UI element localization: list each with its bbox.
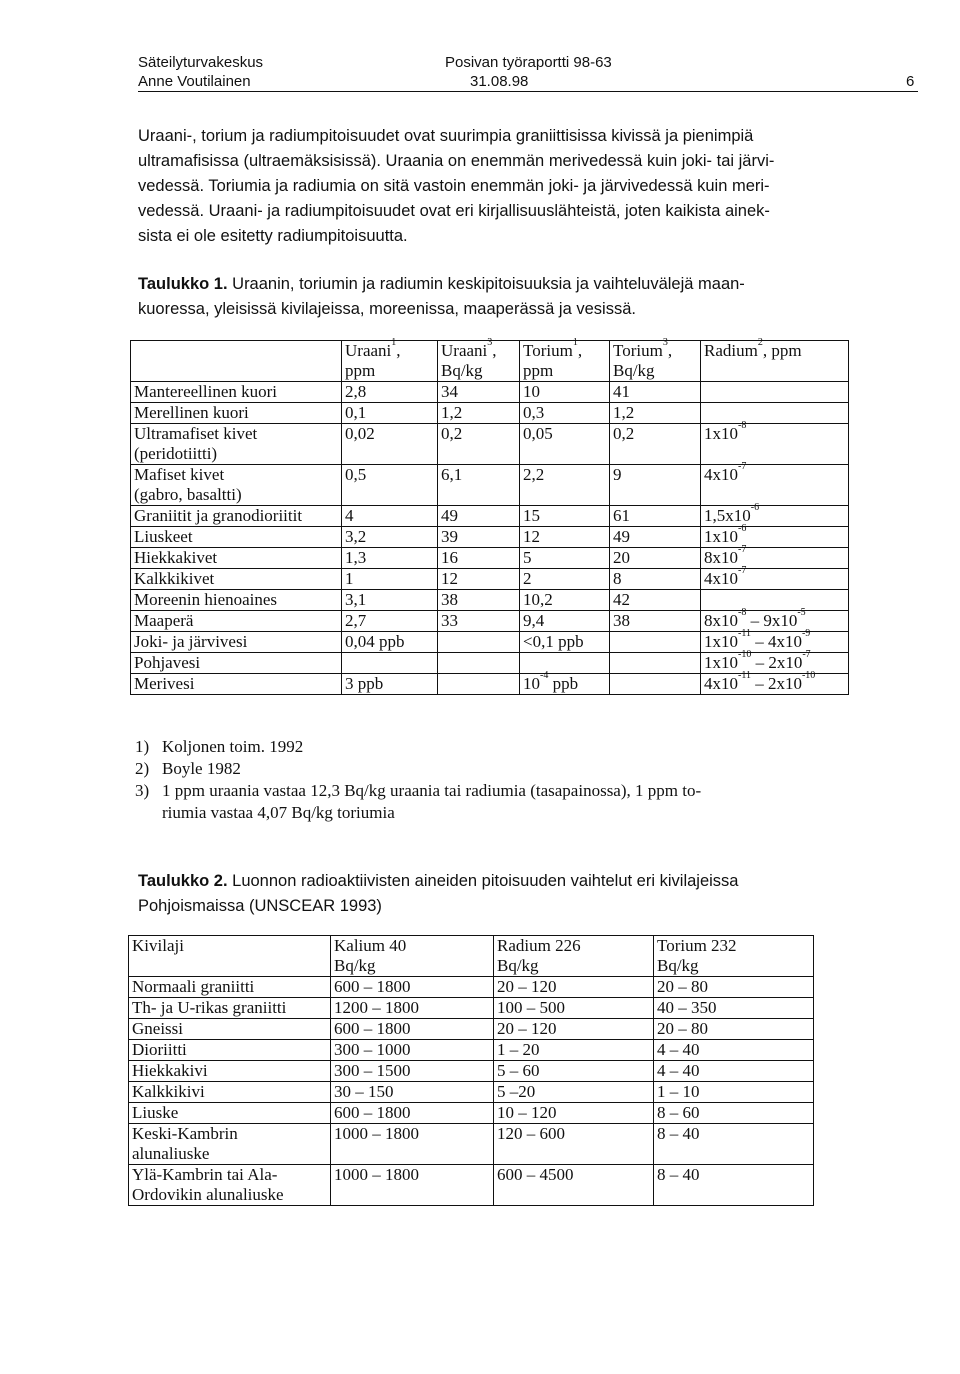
table1-cell-torium-bq: 41 [610,382,701,403]
table1-cell-uraani-bq: 16 [438,548,520,569]
footnote-1: 1) Koljonen toim. 1992 [135,737,304,756]
table1-cell-torium-bq [610,674,701,695]
table1-cell-torium-bq: 0,2 [610,424,701,465]
table1-cell-radium: $1,5x10^{-6}$ [701,506,849,527]
table1-cell-uraani-bq: 49 [438,506,520,527]
table1-cell-uraani-ppm: 2,7 [342,611,438,632]
table1-caption-text2: kuoressa, yleisissä kivilajeissa, moreenissa, maaperässä ja vesissä. [138,300,636,318]
table2-cell-torium: 4 – 40 [654,1061,814,1082]
table2-row [129,1165,814,1206]
table1-cell-torium-ppm: 5 [520,548,610,569]
table2-cell-kalium: 600 – 1800 [331,1103,494,1124]
table1-cell-torium-bq [610,653,701,674]
table1-cell-torium-ppm: $10^{-4}$ ppb [520,674,610,695]
table2-cell-torium: 20 – 80 [654,977,814,998]
table1-cell-torium-ppm: 2,2 [520,465,610,506]
table1-cell-uraani-bq: 39 [438,527,520,548]
table2-cell-torium: 8 – 40 [654,1165,814,1206]
table2-cell-radium: 5 –20 [494,1082,654,1103]
table1-cell-uraani-bq: 38 [438,590,520,611]
table1-caption [138,272,928,322]
table1-corner-cell [131,341,342,382]
table2-row [129,977,814,998]
table2-cell-torium: 8 – 40 [654,1124,814,1165]
intro-line: Uraani-, torium ja radiumpitoisuudet ovat suurimpia graniittisissa kivissä ja pienimpiä [138,127,754,145]
table2-cell-radium: 5 – 60 [494,1061,654,1082]
table1-cell-torium-ppm: 0,3 [520,403,610,424]
table1-cell-uraani-ppm: 4 [342,506,438,527]
table1-cell-name: Mantereellinen kuori [131,382,342,403]
table1-cell-uraani-ppm [342,653,438,674]
table1-cell-name: Merellinen kuori [131,403,342,424]
table1-cell-torium-ppm: 0,05 [520,424,610,465]
table2-header-torium: Torium 232 Bq/kg [654,936,814,977]
table2-cell-kalium: 30 – 150 [331,1082,494,1103]
table1-cell-radium [701,403,849,424]
table2-cell-kivilaji: Keski-Kambrin alunaliuske [129,1124,331,1165]
table1-cell-uraani-ppm: 2,8 [342,382,438,403]
table2-caption-text: Luonnon radioaktiivisten aineiden pitoisuuden vaihtelut eri kivilajeissa [227,872,739,890]
table2-cell-kivilaji: Gneissi [129,1019,331,1040]
table1-cell-uraani-bq: 6,1 [438,465,520,506]
table1-cell-torium-ppm: <0,1 ppb [520,632,610,653]
intro-line: vedessä. Uraani- ja radiumpitoisuudet ovat eri kirjallisuuslähteistä, joten kaikista ainek- [138,202,770,220]
table1-cell-uraani-bq [438,653,520,674]
table1-header-torium-ppm: Torium$^1$, ppm [520,341,610,382]
footnote-3-cont: riumia vastaa 4,07 Bq/kg toriumia [162,803,395,822]
table1-cell-uraani-ppm: 0,5 [342,465,438,506]
table2-cell-torium: 8 – 60 [654,1103,814,1124]
table2-row [129,1019,814,1040]
table1-cell-uraani-ppm: 0,1 [342,403,438,424]
table2-cell-radium: 10 – 120 [494,1103,654,1124]
table1-row [131,424,849,465]
table1-cell-radium: $4x10^{-11} - 2x10^{-10}$ [701,674,849,695]
table2-cell-torium: 40 – 350 [654,998,814,1019]
table1-cell-torium-ppm [520,653,610,674]
table1-header-torium-bq: Torium$^3$, Bq/kg [610,341,701,382]
table1-cell-uraani-bq [438,632,520,653]
table2-cell-kivilaji: Th- ja U-rikas graniitti [129,998,331,1019]
intro-paragraph [138,124,928,249]
table1-cell-name: Kalkkikivet [131,569,342,590]
table1-cell-uraani-ppm: 3,2 [342,527,438,548]
table1-cell-torium-ppm: 10 [520,382,610,403]
table2-cell-kalium: 1200 – 1800 [331,998,494,1019]
table1-cell-torium-ppm: 10,2 [520,590,610,611]
table1-cell-name: Mafiset kivet (gabro, basaltti) [131,465,342,506]
table1-cell-radium: $8x10^{-8} - 9x10^{-5}$ [701,611,849,632]
table1-cell-uraani-bq: 0,2 [438,424,520,465]
table1-cell-torium-bq: 49 [610,527,701,548]
intro-line: vedessä. Toriumia ja radiumia on sitä vastoin enemmän joki- ja järvivedessä kuin meri- [138,177,770,195]
table2-cell-kalium: 600 – 1800 [331,977,494,998]
table1-header-uraani-ppm: Uraani$^1$, ppm [342,341,438,382]
table1-cell-radium [701,382,849,403]
table1-row [131,569,849,590]
table1-cell-uraani-ppm: 3,1 [342,590,438,611]
table1-cell-torium-bq: 9 [610,465,701,506]
table1-cell-torium-bq: 38 [610,611,701,632]
table2-cell-kalium: 300 – 1500 [331,1061,494,1082]
table1-header-radium: Radium$^2$, ppm [701,341,849,382]
table2-cell-radium: 20 – 120 [494,1019,654,1040]
table1-header-uraani-bq: Uraani$^3$, Bq/kg [438,341,520,382]
table1-cell-torium-bq: 1,2 [610,403,701,424]
table1-cell-uraani-ppm: 0,02 [342,424,438,465]
table2-row [129,998,814,1019]
table2-row [129,1061,814,1082]
header-date: 31.08.98 [470,73,529,90]
table1-cell-name: Liuskeet [131,527,342,548]
table2-caption-text2: Pohjoismaissa (UNSCEAR 1993) [138,897,382,915]
table1-cell-uraani-ppm: 1 [342,569,438,590]
table1-cell-torium-ppm: 2 [520,569,610,590]
table2-row [129,1040,814,1061]
header-page-number: 6 [906,73,915,90]
table1-cell-name: Moreenin hienoaines [131,590,342,611]
footnote-3: 3) 1 ppm uraania vastaa 12,3 Bq/kg uraania tai radiumia (tasapainossa), 1 ppm to- [135,781,702,800]
table1-cell-torium-bq: 20 [610,548,701,569]
table1-cell-radium: $1x10^{-8}$ [701,424,849,465]
table2-cell-radium: 120 – 600 [494,1124,654,1165]
table1-cell-uraani-bq: 1,2 [438,403,520,424]
table2-cell-radium: 20 – 120 [494,977,654,998]
table2-cell-kivilaji: Ylä-Kambrin tai Ala- Ordovikin alunaliuske [129,1165,331,1206]
table1 [130,337,849,695]
table2-header-kivilaji: Kivilaji [129,936,331,977]
table1-header-row [131,341,849,382]
table1-cell-radium: $4x10^{-7}$ [701,569,849,590]
header-author: Anne Voutilainen [138,73,251,90]
header-org: Säteilyturvakeskus [138,54,264,71]
table2-cell-radium: 1 – 20 [494,1040,654,1061]
header-report: Posivan työraportti 98-63 [445,54,612,71]
table1-cell-torium-bq: 61 [610,506,701,527]
table1-cell-uraani-ppm: 1,3 [342,548,438,569]
table2-cell-radium: 100 – 500 [494,998,654,1019]
table1-cell-radium: $1x10^{-10} - 2x10^{-7}$ [701,653,849,674]
table1-cell-name: Maaperä [131,611,342,632]
header-rule [138,91,918,92]
table1-row [131,382,849,403]
table2-cell-torium: 1 – 10 [654,1082,814,1103]
table2-header-radium: Radium 226 Bq/kg [494,936,654,977]
table1-cell-torium-ppm: 9,4 [520,611,610,632]
table1-cell-torium-bq [610,632,701,653]
table1-cell-name: Hiekkakivet [131,548,342,569]
table1-cell-name: Merivesi [131,674,342,695]
table2-cell-kivilaji: Normaali graniitti [129,977,331,998]
table2-header-kalium: Kalium 40 Bq/kg [331,936,494,977]
table2 [128,935,814,1206]
footnote-2: 2) Boyle 1982 [135,759,241,778]
table2-cell-kalium: 300 – 1000 [331,1040,494,1061]
table2-row [129,1082,814,1103]
table1-row [131,465,849,506]
table1-cell-radium: $4x10^{-7}$ [701,465,849,506]
table2-header-row [129,936,814,977]
table2-cell-kivilaji: Dioriitti [129,1040,331,1061]
table1-cell-torium-bq: 8 [610,569,701,590]
table1-cell-uraani-bq: 34 [438,382,520,403]
table2-row [129,1124,814,1165]
table1-cell-name: Graniitit ja granodioriitit [131,506,342,527]
table1-row [131,674,849,695]
table2-row [129,1103,814,1124]
table1-cell-radium: $8x10^{-7}$ [701,548,849,569]
table1-cell-uraani-bq [438,674,520,695]
table1-caption-text: Uraanin, toriumin ja radiumin keskipitoisuuksia ja vaihteluvälejä maan- [227,275,745,293]
table2-cell-torium: 4 – 40 [654,1040,814,1061]
table1-cell-torium-ppm: 12 [520,527,610,548]
table2-cell-kalium: 1000 – 1800 [331,1165,494,1206]
table2-caption [138,869,928,919]
table2-cell-torium: 20 – 80 [654,1019,814,1040]
table2-cell-kalium: 1000 – 1800 [331,1124,494,1165]
table1-cell-name: Pohjavesi [131,653,342,674]
table1-cell-torium-bq: 42 [610,590,701,611]
table2-caption-label: Taulukko 2. [138,872,228,890]
table1-cell-uraani-bq: 33 [438,611,520,632]
table1-cell-uraani-bq: 12 [438,569,520,590]
table2-cell-kivilaji: Liuske [129,1103,331,1124]
table1-cell-radium: $1x10^{-11} - 4x10^{-9}$ [701,632,849,653]
intro-line: ultramafisissa (ultraemäksisissä). Uraania on enemmän merivedessä kuin joki- tai järvi- [138,152,775,170]
table1-cell-radium [701,590,849,611]
table1-cell-name: Joki- ja järvivesi [131,632,342,653]
table1-cell-uraani-ppm: 0,04 ppb [342,632,438,653]
table2-cell-radium: 600 – 4500 [494,1165,654,1206]
table2-cell-kivilaji: Hiekkakivi [129,1061,331,1082]
table1-cell-uraani-ppm: 3 ppb [342,674,438,695]
table1-footnotes [135,736,815,824]
table1-caption-label: Taulukko 1. [138,275,228,293]
table1-cell-name: Ultramafiset kivet (peridotiitti) [131,424,342,465]
table1-cell-radium: $1x10^{-6}$ [701,527,849,548]
intro-line: sista ei ole esitetty radiumpitoisuutta. [138,227,408,245]
table2-cell-kivilaji: Kalkkikivi [129,1082,331,1103]
table1-cell-torium-ppm: 15 [520,506,610,527]
table2-cell-kalium: 600 – 1800 [331,1019,494,1040]
